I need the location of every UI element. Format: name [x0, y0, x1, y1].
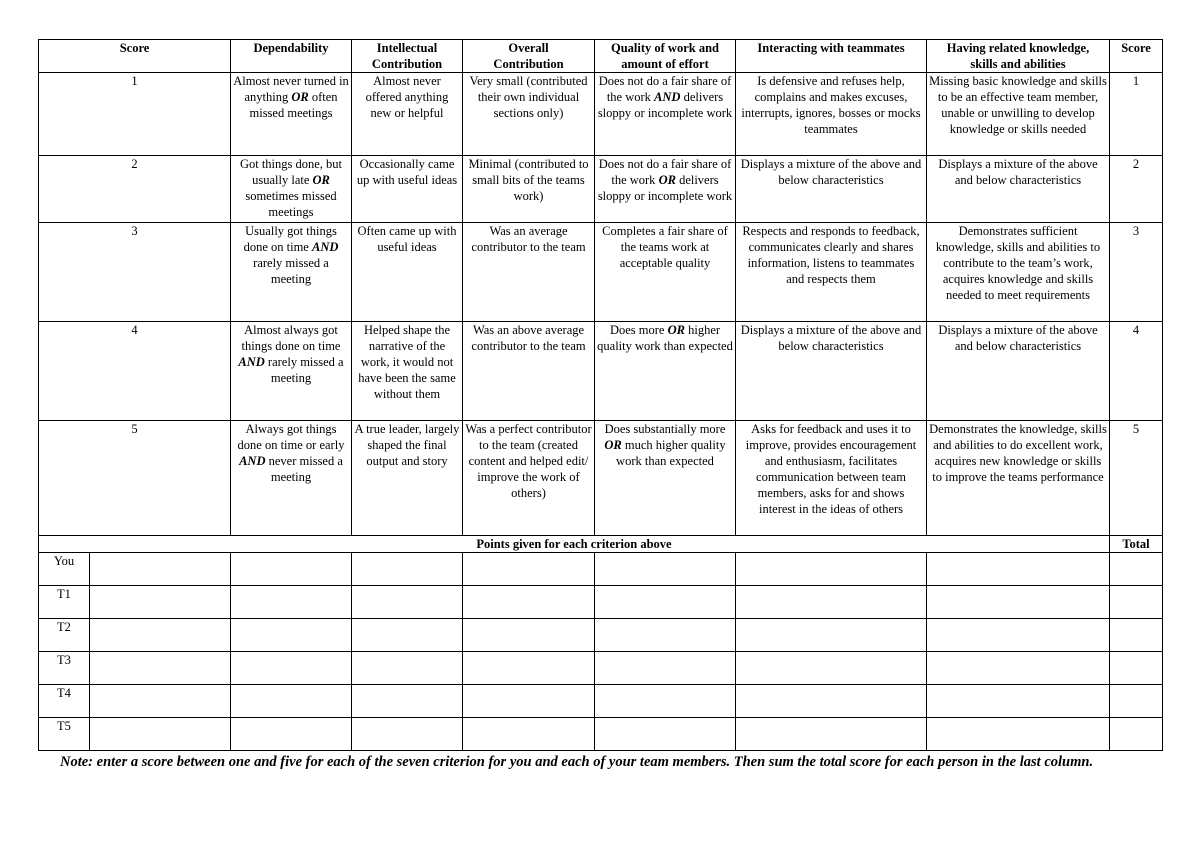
score-level: 4	[39, 322, 231, 421]
interacting-cell: Displays a mixture of the above and below characteristics	[736, 156, 927, 223]
score-cell[interactable]	[595, 586, 736, 619]
knowledge-cell: Displays a mixture of the above and below characteristics	[927, 322, 1110, 421]
score-cell[interactable]	[231, 685, 352, 718]
quality-cell: Does not do a fair share of the work AND delivers sloppy or incomplete work	[595, 73, 736, 156]
score-cell[interactable]	[927, 685, 1110, 718]
quality-cell: Does substantially more OR much higher quality work than expected	[595, 421, 736, 536]
instructions-note: Note: enter a score between one and five for each of the seven criterion for you and each of your team members. Then sum the total score for each person in the last column.	[60, 754, 1094, 770]
dependability-cell: Almost never turned in anything OR often missed meetings	[231, 73, 352, 156]
knowledge-cell: Displays a mixture of the above and below characteristics	[927, 156, 1110, 223]
interacting-cell: Respects and responds to feedback, communicates clearly and shares information, listens to teammates and respects them	[736, 223, 927, 322]
knowledge-cell: Demonstrates the knowledge, skills and abilities to do excellent work, acquires new knowledge or skills to improve the teams performance	[927, 421, 1110, 536]
person-label: T5	[39, 718, 90, 751]
score-cell[interactable]	[595, 619, 736, 652]
quality-cell: Does more OR higher quality work than expected	[595, 322, 736, 421]
interacting-cell: Is defensive and refuses help, complains and makes excuses, interrupts, ignores, bosses or mocks teammates	[736, 73, 927, 156]
quality-cell: Completes a fair share of the teams work at acceptable quality	[595, 223, 736, 322]
score-cell[interactable]	[736, 685, 927, 718]
score-cell[interactable]	[352, 586, 463, 619]
rubric-row-score-4	[39, 322, 1163, 421]
header-quality-of-work: Quality of work and amount of effort	[595, 40, 736, 73]
score-cell[interactable]	[463, 553, 595, 586]
score-cell[interactable]	[352, 619, 463, 652]
score-cell[interactable]	[736, 553, 927, 586]
total-cell[interactable]	[1110, 685, 1163, 718]
intellectual-cell: Almost never offered anything new or helpful	[352, 73, 463, 156]
score-entry-row-t5	[39, 718, 1163, 751]
score-cell[interactable]	[927, 586, 1110, 619]
score-cell[interactable]	[595, 652, 736, 685]
score-cell[interactable]	[231, 718, 352, 751]
score-entry-row-t1	[39, 586, 1163, 619]
score-cell[interactable]	[463, 652, 595, 685]
dependability-cell: Usually got things done on time AND rarely missed a meeting	[231, 223, 352, 322]
total-cell[interactable]	[1110, 652, 1163, 685]
intellectual-cell: Often came up with useful ideas	[352, 223, 463, 322]
intellectual-cell: A true leader, largely shaped the final output and story	[352, 421, 463, 536]
score-cell[interactable]	[352, 652, 463, 685]
total-cell[interactable]	[1110, 718, 1163, 751]
rubric-row-score-2	[39, 156, 1163, 223]
rubric-row-score-3	[39, 223, 1163, 322]
total-cell[interactable]	[1110, 619, 1163, 652]
person-label: T4	[39, 685, 90, 718]
person-label: T1	[39, 586, 90, 619]
score-cell[interactable]	[927, 553, 1110, 586]
score-level-right: 4	[1110, 322, 1163, 421]
header-intellectual-contribution: Intellectual Contribution	[352, 40, 463, 73]
score-cell[interactable]	[736, 652, 927, 685]
score-cell[interactable]	[352, 718, 463, 751]
overall-cell: Minimal (contributed to small bits of the teams work)	[463, 156, 595, 223]
score-cell[interactable]	[231, 586, 352, 619]
person-label: T2	[39, 619, 90, 652]
points-label: Points given for each criterion above	[39, 536, 1110, 553]
score-cell[interactable]	[352, 553, 463, 586]
interacting-cell: Displays a mixture of the above and below characteristics	[736, 322, 927, 421]
header-overall-contribution: Overall Contribution	[463, 40, 595, 73]
score-cell[interactable]	[231, 619, 352, 652]
header-interacting-with-teammates: Interacting with teammates	[736, 40, 927, 73]
dependability-cell: Almost always got things done on time AND rarely missed a meeting	[231, 322, 352, 421]
score-entry-row-t3	[39, 652, 1163, 685]
score-cell[interactable]	[595, 685, 736, 718]
score-cell[interactable]	[463, 718, 595, 751]
score-entry-row-t2	[39, 619, 1163, 652]
total-cell[interactable]	[1110, 553, 1163, 586]
peer-evaluation-rubric	[38, 39, 1163, 751]
header-score-right: Score	[1110, 40, 1163, 73]
rubric-row-score-5	[39, 421, 1163, 536]
score-level-right: 2	[1110, 156, 1163, 223]
header-score: Score	[39, 40, 231, 73]
dependability-cell: Always got things done on time or early AND never missed a meeting	[231, 421, 352, 536]
score-level: 2	[39, 156, 231, 223]
overall-cell: Was an average contributor to the team	[463, 223, 595, 322]
score-cell[interactable]	[231, 553, 352, 586]
total-cell[interactable]	[1110, 586, 1163, 619]
intellectual-cell: Occasionally came up with useful ideas	[352, 156, 463, 223]
header-related-knowledge: Having related knowledge, skills and abilities	[927, 40, 1110, 73]
total-label: Total	[1110, 536, 1163, 553]
score-cell[interactable]	[595, 718, 736, 751]
score-cell[interactable]	[927, 718, 1110, 751]
score-cell[interactable]	[90, 718, 231, 751]
overall-cell: Was a perfect contributor to the team (created content and helped edit/ improve the work of others)	[463, 421, 595, 536]
score-entry-row-t4	[39, 685, 1163, 718]
score-cell[interactable]	[90, 652, 231, 685]
score-cell[interactable]	[927, 652, 1110, 685]
person-label: You	[39, 553, 90, 586]
score-cell[interactable]	[90, 586, 231, 619]
score-cell[interactable]	[90, 685, 231, 718]
score-cell[interactable]	[736, 718, 927, 751]
score-level-right: 1	[1110, 73, 1163, 156]
score-cell[interactable]	[736, 586, 927, 619]
intellectual-cell: Helped shape the narrative of the work, it would not have been the same without them	[352, 322, 463, 421]
score-cell[interactable]	[463, 586, 595, 619]
score-cell[interactable]	[736, 619, 927, 652]
score-cell[interactable]	[231, 652, 352, 685]
score-cell[interactable]	[463, 619, 595, 652]
score-cell[interactable]	[927, 619, 1110, 652]
quality-cell: Does not do a fair share of the work OR delivers sloppy or incomplete work	[595, 156, 736, 223]
points-header-row	[39, 536, 1163, 553]
score-cell[interactable]	[90, 619, 231, 652]
dependability-cell: Got things done, but usually late OR sometimes missed meetings	[231, 156, 352, 223]
overall-cell: Was an above average contributor to the team	[463, 322, 595, 421]
overall-cell: Very small (contributed their own individual sections only)	[463, 73, 595, 156]
interacting-cell: Asks for feedback and uses it to improve, provides encouragement and enthusiasm, facilitates communication between team members, asks for and shows interest in the ideas of others	[736, 421, 927, 536]
knowledge-cell: Demonstrates sufficient knowledge, skills and abilities to contribute to the team’s work, acquires knowledge and skills needed to meet requirements	[927, 223, 1110, 322]
score-level-right: 5	[1110, 421, 1163, 536]
score-cell[interactable]	[595, 553, 736, 586]
person-label: T3	[39, 652, 90, 685]
score-cell[interactable]	[463, 685, 595, 718]
score-level: 5	[39, 421, 231, 536]
rubric-row-score-1	[39, 73, 1163, 156]
score-entry-row-you	[39, 553, 1163, 586]
score-level: 3	[39, 223, 231, 322]
score-cell[interactable]	[352, 685, 463, 718]
header-dependability: Dependability	[231, 40, 352, 73]
score-level-right: 3	[1110, 223, 1163, 322]
score-cell[interactable]	[90, 553, 231, 586]
score-level: 1	[39, 73, 231, 156]
knowledge-cell: Missing basic knowledge and skills to be an effective team member, unable or unwilling to develop knowledge or skills needed	[927, 73, 1110, 156]
